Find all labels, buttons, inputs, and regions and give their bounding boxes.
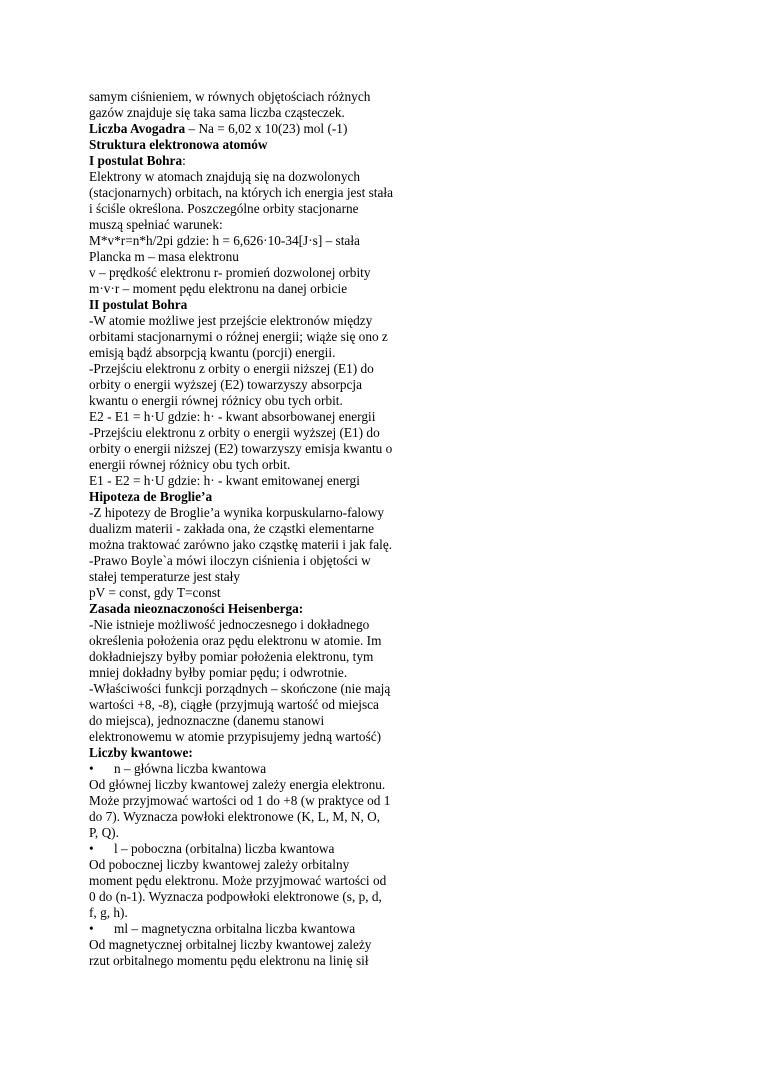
text-line — [89, 441, 429, 457]
text-line — [89, 553, 429, 569]
text-line — [89, 681, 429, 697]
text-line — [89, 361, 429, 377]
line-text: E2 - E1 = h·U gdzie: h· - kwant absorbowanej energii — [89, 409, 376, 424]
bullet-icon: • — [89, 761, 94, 776]
line-text: -W atomie możliwe jest przejście elektronów między — [89, 313, 373, 328]
line-text: -Właściwości funkcji porządnych – skończone (nie mają — [89, 681, 391, 696]
line-text: -Przejściu elektronu z orbity o energii niższej (E1) do — [89, 361, 374, 376]
text-line — [89, 377, 429, 393]
line-text: energii równej różnicy obu tych orbit. — [89, 457, 291, 472]
line-text: 0 do (n-1). Wyznacza podpowłoki elektronowe (s, p, d, — [89, 889, 382, 904]
section-heading — [89, 489, 429, 505]
text-line — [89, 393, 429, 409]
document-page — [89, 89, 429, 969]
line-text: -Nie istnieje możliwość jednoczesnego i dokładnego — [89, 617, 370, 632]
line-text: moment pędu elektronu. Może przyjmować wartości od — [89, 873, 387, 888]
line-text: określenia położenia oraz pędu elektronu w atomie. Im — [89, 633, 382, 648]
line-text: – Na = 6,02 x 10(23) mol (-1) — [185, 121, 348, 136]
text-line — [89, 633, 429, 649]
text-line — [89, 809, 429, 825]
text-line — [89, 665, 429, 681]
bullet-icon: • — [89, 841, 94, 856]
text-line — [89, 521, 429, 537]
heading-text: Struktura elektronowa atomów — [89, 137, 268, 152]
line-text: stałej temperaturze jest stały — [89, 569, 241, 584]
text-line — [89, 345, 429, 361]
text-line — [89, 825, 429, 841]
text-line — [89, 729, 429, 745]
text-line — [89, 697, 429, 713]
text-line — [89, 89, 429, 105]
text-line — [89, 889, 429, 905]
text-line — [89, 953, 429, 969]
text-line — [89, 617, 429, 633]
line-text: orbity o energii wyższej (E2) towarzyszy absorpcja — [89, 377, 362, 392]
section-heading — [89, 153, 429, 169]
bullet-text: l – poboczna (orbitalna) liczba kwantowa — [114, 841, 335, 856]
line-text: rzut orbitalnego momentu pędu elektronu na linię sił — [89, 953, 369, 968]
section-heading — [89, 137, 429, 153]
line-text: m·v·r – moment pędu elektronu na danej orbicie — [89, 281, 348, 296]
line-text: pV = const, gdy T=const — [89, 585, 221, 600]
text-line — [89, 281, 429, 297]
heading-text: Zasada nieoznaczoności Heisenberga: — [89, 601, 304, 616]
text-line — [89, 265, 429, 281]
text-line — [89, 793, 429, 809]
bold-term: Liczba Avogadra — [89, 121, 186, 136]
bullet-list-item — [89, 841, 429, 857]
text-line — [89, 857, 429, 873]
line-text: gazów znajduje się taka sama liczba cząsteczek. — [89, 105, 345, 120]
text-line — [89, 777, 429, 793]
line-text: Plancka m – masa elektronu — [89, 249, 239, 264]
text-line — [89, 473, 429, 489]
bullet-text: n – główna liczba kwantowa — [114, 761, 267, 776]
bullet-icon: • — [89, 921, 94, 936]
line-text: dualizm materii - zakłada ona, że cząstki elementarne — [89, 521, 374, 536]
line-text: Od głównej liczby kwantowej zależy energia elektronu. — [89, 777, 386, 792]
bullet-list-item — [89, 761, 429, 777]
text-line — [89, 649, 429, 665]
line-text: E1 - E2 = h·U gdzie: h· - kwant emitowanej energi — [89, 473, 360, 488]
text-line — [89, 873, 429, 889]
text-line — [89, 457, 429, 473]
line-text: dokładniejszy byłby pomiar położenia elektronu, tym — [89, 649, 374, 664]
text-line — [89, 249, 429, 265]
section-heading — [89, 601, 429, 617]
text-line — [89, 185, 429, 201]
heading-text: Liczby kwantowe: — [89, 745, 193, 760]
line-text: Elektrony w atomach znajdują się na dozwolonych — [89, 169, 361, 184]
text-line — [89, 121, 429, 137]
text-line — [89, 409, 429, 425]
line-text: -Przejściu elektronu z orbity o energii wyższej (E1) do — [89, 425, 380, 440]
line-text: P, Q). — [89, 825, 119, 840]
line-text: v – prędkość elektronu r- promień dozwolonej orbity — [89, 265, 371, 280]
heading-text: Hipoteza de Broglie’a — [89, 489, 213, 504]
line-text: Od pobocznej liczby kwantowej zależy orbitalny — [89, 857, 350, 872]
line-text: f, g, h). — [89, 905, 128, 920]
bullet-list-item — [89, 921, 429, 937]
line-text: muszą spełniać warunek: — [89, 217, 223, 232]
section-heading — [89, 297, 429, 313]
line-text: emisją bądź absorpcją kwantu (porcji) energii. — [89, 345, 336, 360]
bullet-text: ml – magnetyczna orbitalna liczba kwantowa — [114, 921, 356, 936]
line-text: Może przyjmować wartości od 1 do +8 (w praktyce od 1 — [89, 793, 391, 808]
line-text: i ściśle określona. Poszczególne orbity stacjonarne — [89, 201, 359, 216]
line-text: kwantu o energii równej różnicy obu tych orbit. — [89, 393, 343, 408]
text-line — [89, 425, 429, 441]
text-line — [89, 313, 429, 329]
text-line — [89, 537, 429, 553]
section-heading — [89, 745, 429, 761]
line-text: -Prawo Boyle`a mówi iloczyn ciśnienia i objętości w — [89, 553, 371, 568]
line-text: do 7). Wyznacza powłoki elektronowe (K, L, M, N, O, — [89, 809, 381, 824]
text-line — [89, 585, 429, 601]
text-line — [89, 233, 429, 249]
text-line — [89, 937, 429, 953]
line-text: orbity o energii niższej (E2) towarzyszy emisja kwantu o — [89, 441, 393, 456]
line-text: wartości +8, -8), ciągłe (przyjmują wartość od miejsca — [89, 697, 379, 712]
line-text: orbitami stacjonarnymi o różnej energii; wiąże się ono z — [89, 329, 388, 344]
text-line — [89, 905, 429, 921]
text-line — [89, 329, 429, 345]
line-text: do miejsca), jednoznaczne (danemu stanowi — [89, 713, 325, 728]
text-line — [89, 201, 429, 217]
line-text: samym ciśnieniem, w równych objętościach różnych — [89, 89, 371, 104]
text-line — [89, 569, 429, 585]
line-text: można traktować zarówno jako cząstkę materii i jak falę. — [89, 537, 393, 552]
text-line — [89, 105, 429, 121]
heading-text: II postulat Bohra — [89, 297, 188, 312]
line-text: Od magnetycznej orbitalnej liczby kwantowej zależy — [89, 937, 372, 952]
line-text: elektronowemu w atomie przypisujemy jedną wartość) — [89, 729, 382, 744]
line-text: mniej dokładny byłby pomiar pędu; i odwrotnie. — [89, 665, 348, 680]
text-line — [89, 217, 429, 233]
text-line — [89, 713, 429, 729]
line-text: (stacjonarnych) orbitach, na których ich energia jest stała — [89, 185, 393, 200]
heading-text: I postulat Bohra — [89, 153, 183, 168]
text-line — [89, 169, 429, 185]
line-text: : — [182, 153, 186, 168]
text-line — [89, 505, 429, 521]
line-text: M*v*r=n*h/2pi gdzie: h = 6,626·10-34[J·s] – stała — [89, 233, 360, 248]
line-text: -Z hipotezy de Broglie’a wynika korpuskularno-falowy — [89, 505, 385, 520]
